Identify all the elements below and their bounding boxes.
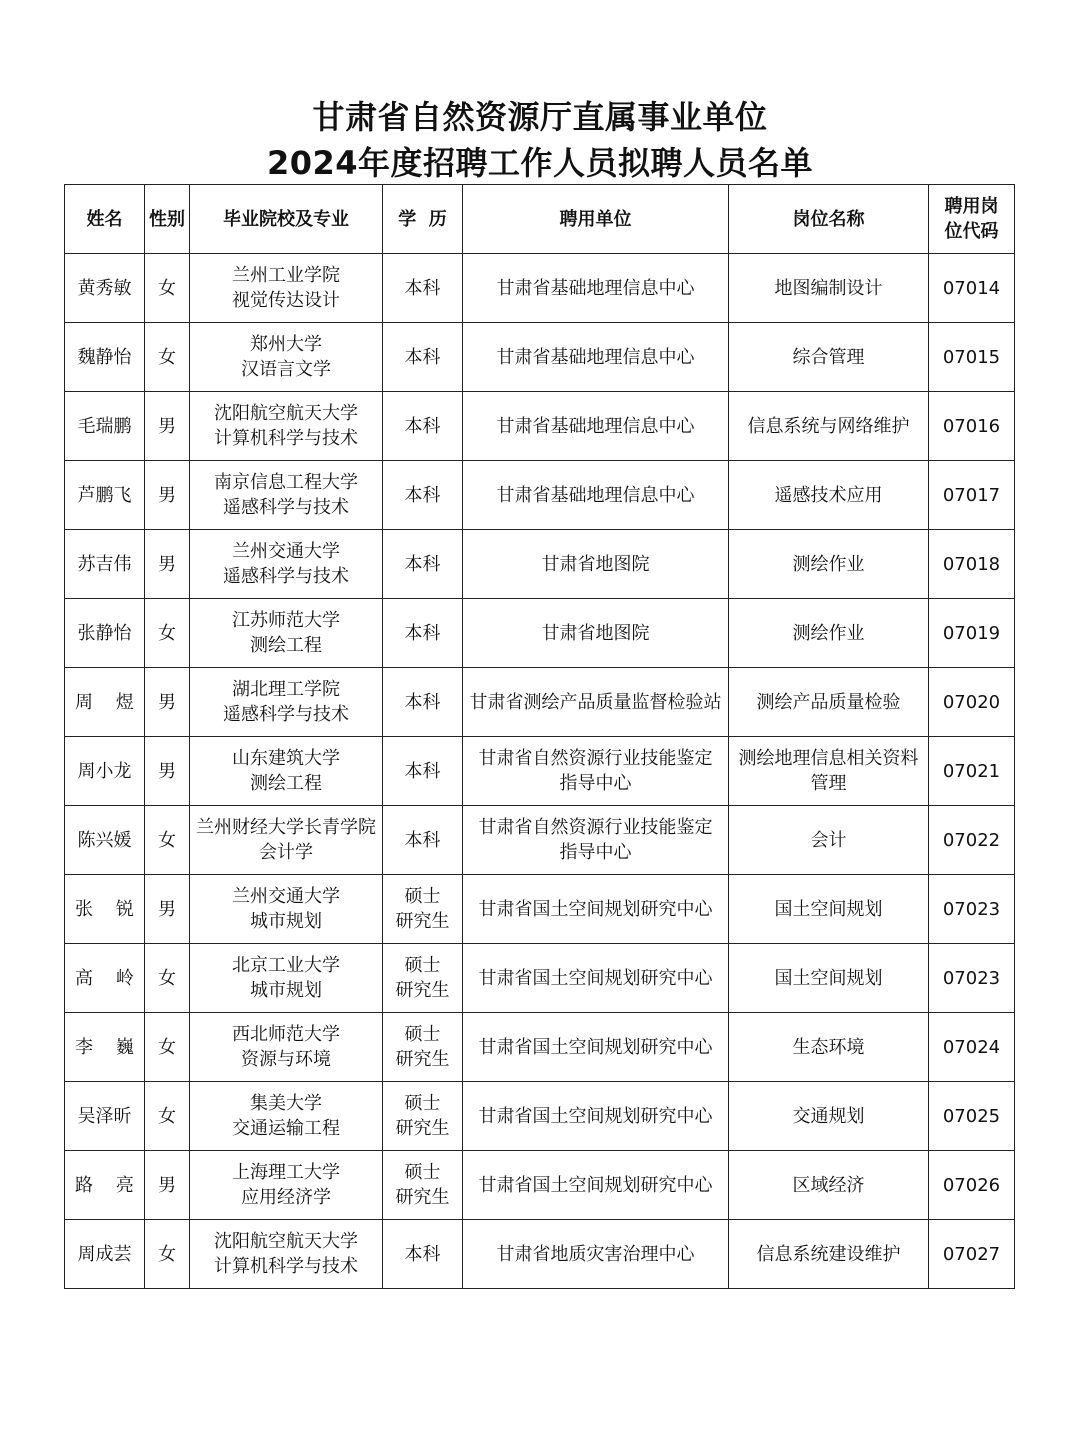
- cell-gender: 女: [145, 1082, 190, 1151]
- cell-education: 本科: [383, 530, 463, 599]
- cell-position-code: 07025: [929, 1082, 1015, 1151]
- cell-name: 苏吉伟: [65, 530, 145, 599]
- table-row: [65, 806, 1015, 875]
- cell-education: 本科: [383, 323, 463, 392]
- table-row: [65, 668, 1015, 737]
- table-row: [65, 254, 1015, 323]
- cell-position-name: 测绘作业: [729, 599, 929, 668]
- cell-position-code: 07019: [929, 599, 1015, 668]
- cell-school-major: 山东建筑大学 测绘工程: [190, 737, 383, 806]
- cell-gender: 女: [145, 1220, 190, 1289]
- header-name: 姓名: [65, 185, 145, 254]
- cell-hiring-unit: 甘肃省基础地理信息中心: [463, 254, 729, 323]
- hiring-list-table: [64, 184, 1015, 1289]
- cell-position-code: 07022: [929, 806, 1015, 875]
- cell-gender: 男: [145, 875, 190, 944]
- header-school-major: 毕业院校及专业: [190, 185, 383, 254]
- cell-name: 高 岭: [65, 944, 145, 1013]
- cell-name: 李 巍: [65, 1013, 145, 1082]
- cell-gender: 女: [145, 1013, 190, 1082]
- cell-gender: 男: [145, 392, 190, 461]
- cell-position-name: 生态环境: [729, 1013, 929, 1082]
- cell-school-major: 兰州财经大学长青学院 会计学: [190, 806, 383, 875]
- cell-position-name: 会计: [729, 806, 929, 875]
- cell-hiring-unit: 甘肃省自然资源行业技能鉴定 指导中心: [463, 737, 729, 806]
- table-header-row: [65, 185, 1015, 254]
- cell-school-major: 郑州大学 汉语言文学: [190, 323, 383, 392]
- cell-hiring-unit: 甘肃省基础地理信息中心: [463, 392, 729, 461]
- cell-position-code: 07017: [929, 461, 1015, 530]
- cell-school-major: 北京工业大学 城市规划: [190, 944, 383, 1013]
- cell-gender: 男: [145, 461, 190, 530]
- cell-school-major: 西北师范大学 资源与环境: [190, 1013, 383, 1082]
- cell-gender: 女: [145, 323, 190, 392]
- cell-gender: 女: [145, 599, 190, 668]
- cell-education: 本科: [383, 461, 463, 530]
- table-row: [65, 530, 1015, 599]
- cell-name: 路 亮: [65, 1151, 145, 1220]
- table-row: [65, 737, 1015, 806]
- cell-position-name: 信息系统与网络维护: [729, 392, 929, 461]
- cell-position-code: 07014: [929, 254, 1015, 323]
- cell-gender: 女: [145, 944, 190, 1013]
- cell-hiring-unit: 甘肃省地质灾害治理中心: [463, 1220, 729, 1289]
- cell-school-major: 兰州工业学院 视觉传达设计: [190, 254, 383, 323]
- cell-school-major: 南京信息工程大学 遥感科学与技术: [190, 461, 383, 530]
- cell-name: 张 锐: [65, 875, 145, 944]
- cell-school-major: 集美大学 交通运输工程: [190, 1082, 383, 1151]
- cell-position-name: 测绘地理信息相关资料 管理: [729, 737, 929, 806]
- cell-education: 硕士 研究生: [383, 1013, 463, 1082]
- cell-position-name: 综合管理: [729, 323, 929, 392]
- cell-name: 黄秀敏: [65, 254, 145, 323]
- table-row: [65, 1013, 1015, 1082]
- table-row: [65, 1220, 1015, 1289]
- cell-position-code: 07024: [929, 1013, 1015, 1082]
- cell-name: 陈兴媛: [65, 806, 145, 875]
- cell-name: 芦鹏飞: [65, 461, 145, 530]
- cell-name: 张静怡: [65, 599, 145, 668]
- cell-name: 毛瑞鹏: [65, 392, 145, 461]
- cell-education: 本科: [383, 737, 463, 806]
- cell-hiring-unit: 甘肃省自然资源行业技能鉴定 指导中心: [463, 806, 729, 875]
- cell-position-name: 测绘作业: [729, 530, 929, 599]
- header-hiring-unit: 聘用单位: [463, 185, 729, 254]
- cell-school-major: 兰州交通大学 遥感科学与技术: [190, 530, 383, 599]
- cell-gender: 女: [145, 806, 190, 875]
- cell-hiring-unit: 甘肃省国土空间规划研究中心: [463, 1013, 729, 1082]
- table-body: [65, 254, 1015, 1289]
- table-row: [65, 875, 1015, 944]
- table-row: [65, 392, 1015, 461]
- cell-gender: 男: [145, 737, 190, 806]
- cell-hiring-unit: 甘肃省基础地理信息中心: [463, 461, 729, 530]
- cell-education: 硕士 研究生: [383, 1082, 463, 1151]
- cell-education: 本科: [383, 806, 463, 875]
- cell-school-major: 沈阳航空航天大学 计算机科学与技术: [190, 392, 383, 461]
- cell-position-code: 07026: [929, 1151, 1015, 1220]
- cell-position-name: 交通规划: [729, 1082, 929, 1151]
- cell-position-name: 地图编制设计: [729, 254, 929, 323]
- table-row: [65, 944, 1015, 1013]
- cell-hiring-unit: 甘肃省地图院: [463, 599, 729, 668]
- cell-hiring-unit: 甘肃省国土空间规划研究中心: [463, 1151, 729, 1220]
- cell-hiring-unit: 甘肃省国土空间规划研究中心: [463, 875, 729, 944]
- cell-position-code: 07018: [929, 530, 1015, 599]
- document-title-line1: 甘肃省自然资源厅直属事业单位: [312, 98, 768, 136]
- cell-name: 吴泽昕: [65, 1082, 145, 1151]
- cell-position-code: 07015: [929, 323, 1015, 392]
- cell-position-code: 07023: [929, 944, 1015, 1013]
- cell-school-major: 湖北理工学院 遥感科学与技术: [190, 668, 383, 737]
- cell-position-name: 信息系统建设维护: [729, 1220, 929, 1289]
- cell-education: 硕士 研究生: [383, 1151, 463, 1220]
- cell-school-major: 沈阳航空航天大学 计算机科学与技术: [190, 1220, 383, 1289]
- table-row: [65, 323, 1015, 392]
- cell-position-code: 07020: [929, 668, 1015, 737]
- cell-gender: 男: [145, 530, 190, 599]
- cell-name: 周小龙: [65, 737, 145, 806]
- header-position-code: 聘用岗 位代码: [929, 185, 1015, 254]
- cell-position-code: 07021: [929, 737, 1015, 806]
- cell-school-major: 江苏师范大学 测绘工程: [190, 599, 383, 668]
- cell-education: 本科: [383, 599, 463, 668]
- cell-hiring-unit: 甘肃省基础地理信息中心: [463, 323, 729, 392]
- header-position-name: 岗位名称: [729, 185, 929, 254]
- cell-position-code: 07023: [929, 875, 1015, 944]
- cell-education: 本科: [383, 254, 463, 323]
- cell-education: 硕士 研究生: [383, 875, 463, 944]
- document-title-line2: 2024年度招聘工作人员拟聘人员名单: [266, 144, 814, 182]
- cell-school-major: 兰州交通大学 城市规划: [190, 875, 383, 944]
- header-gender: 性别: [145, 185, 190, 254]
- cell-position-name: 国土空间规划: [729, 944, 929, 1013]
- cell-position-code: 07027: [929, 1220, 1015, 1289]
- cell-education: 本科: [383, 668, 463, 737]
- header-education: 学 历: [383, 185, 463, 254]
- cell-gender: 男: [145, 668, 190, 737]
- table-row: [65, 599, 1015, 668]
- cell-hiring-unit: 甘肃省国土空间规划研究中心: [463, 944, 729, 1013]
- cell-hiring-unit: 甘肃省地图院: [463, 530, 729, 599]
- cell-gender: 男: [145, 1151, 190, 1220]
- cell-name: 魏静怡: [65, 323, 145, 392]
- cell-hiring-unit: 甘肃省国土空间规划研究中心: [463, 1082, 729, 1151]
- cell-gender: 女: [145, 254, 190, 323]
- cell-position-name: 测绘产品质量检验: [729, 668, 929, 737]
- cell-education: 本科: [383, 1220, 463, 1289]
- cell-position-name: 国土空间规划: [729, 875, 929, 944]
- cell-position-name: 区域经济: [729, 1151, 929, 1220]
- cell-education: 硕士 研究生: [383, 944, 463, 1013]
- cell-name: 周 煜: [65, 668, 145, 737]
- table-row: [65, 461, 1015, 530]
- cell-hiring-unit: 甘肃省测绘产品质量监督检验站: [463, 668, 729, 737]
- cell-education: 本科: [383, 392, 463, 461]
- cell-position-code: 07016: [929, 392, 1015, 461]
- cell-name: 周成芸: [65, 1220, 145, 1289]
- table-row: [65, 1151, 1015, 1220]
- cell-position-name: 遥感技术应用: [729, 461, 929, 530]
- table-row: [65, 1082, 1015, 1151]
- cell-school-major: 上海理工大学 应用经济学: [190, 1151, 383, 1220]
